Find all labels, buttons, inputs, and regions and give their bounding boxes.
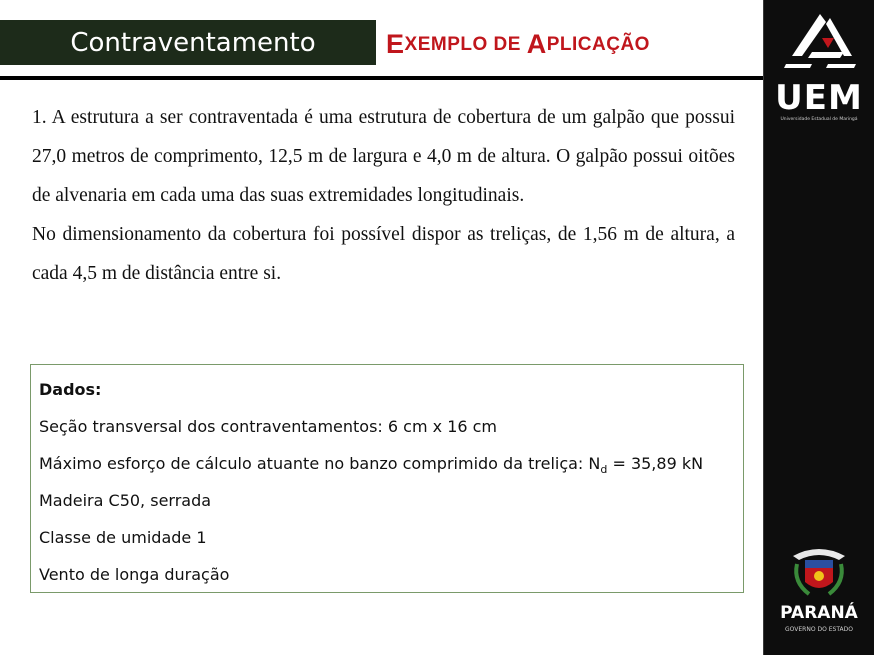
- state-government: GOVERNO DO ESTADO: [785, 626, 853, 633]
- subtitle-word-2: DE: [493, 33, 521, 55]
- slide-subtitle: [386, 22, 650, 67]
- data-wood-class: Madeira C50, serrada: [39, 491, 212, 510]
- university-full-name: Universidade Estadual de Maringá: [780, 117, 858, 122]
- subtitle-word-1-initial: E: [386, 29, 405, 59]
- header-divider: [0, 76, 763, 80]
- data-cross-section: Seção transversal dos contraventamentos: 6 cm x 16 cm: [39, 417, 498, 436]
- parana-coat-of-arms-icon: [789, 542, 849, 600]
- problem-paragraph-2: No dimensionamento da cobertura foi possível dispor as treliças, de 1,56 m de altura, a cada 4,5 m de distância entre si.: [32, 224, 735, 284]
- subtitle-word-3-initial: A: [526, 29, 547, 59]
- state-name: PARANÁ: [780, 603, 858, 623]
- university-acronym: UEM: [775, 78, 863, 118]
- data-max-force-value: = 35,89 kN: [607, 454, 704, 473]
- data-humidity-class: Classe de umidade 1: [39, 528, 207, 547]
- data-max-force-subscript: d: [600, 463, 608, 477]
- subtitle-word-3-rest: PLICAÇÃO: [546, 33, 650, 55]
- data-wind-duration: Vento de longa duração: [39, 565, 230, 584]
- problem-paragraph-1: 1. A estrutura a ser contraventada é uma estrutura de cobertura de um galpão que possui 27,0 metros de comprimento, 12,5 m de largura e 4,0 m de altura. O galpão possui oitões de alvenaria em cada uma das suas extremidades longitudinais.: [32, 107, 735, 206]
- uem-logo-icon: [782, 8, 858, 72]
- slide-title: [0, 20, 376, 65]
- data-box-heading: Dados:: [39, 380, 102, 399]
- data-box: [30, 364, 744, 593]
- sidebar: [763, 0, 874, 655]
- problem-statement: [32, 98, 735, 293]
- subtitle-word-1-rest: XEMPLO: [404, 33, 488, 55]
- slide-title-text: Contraventamento: [70, 27, 316, 58]
- data-max-force-prefix: Máximo esforço de cálculo atuante no banzo comprimido da treliça: N: [39, 454, 601, 473]
- data-max-force: [39, 445, 743, 482]
